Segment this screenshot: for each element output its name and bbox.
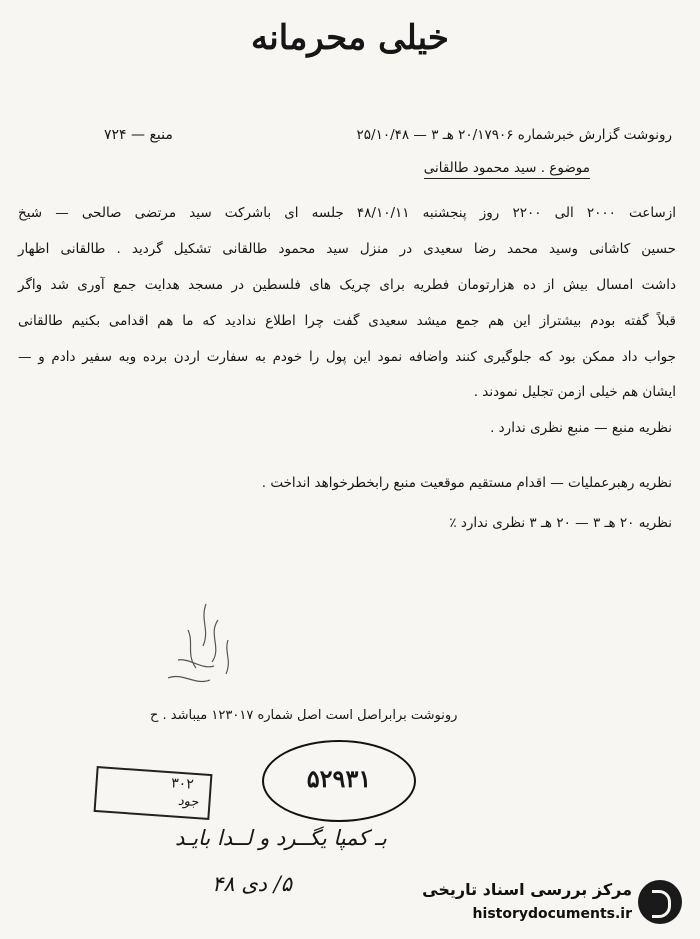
note-line: نظریه منبع — منبع نظری ندارد . [490, 420, 672, 436]
page-title: خیلی محرمانه [251, 18, 449, 58]
certification-line: رونوشت برابراصل است اصل شماره ۱۲۳۰۱۷ میباشد . ح [150, 708, 458, 723]
org-name: مرکز بررسی اسناد تاریخی [422, 880, 632, 899]
tag-word: جود [177, 793, 199, 811]
handwritten-signature: بـ کمپا یگــرد و لــدا بایـد [175, 826, 387, 850]
note-line: نظریه رهبرعملیات — اقدام مستقیم موقعیت منبع رابخطرخواهد انداخت . [261, 475, 672, 491]
filing-tag [94, 766, 213, 820]
body-line: جواب داد ممکن بود که جلوگیری کنند واضافه نمود این پول را خودم به سفارت اردن برده وبه سفیر دادم و — [18, 349, 676, 365]
archive-logo [420, 876, 690, 932]
body-line: داشت امسال بیش از ده هزارتومان فطریه برای چریک های فلسطین در مسجد هدایت جمع آوری شد واگر [18, 277, 676, 293]
note-line: نظریه ۲۰ هـ ۳ — ۲۰ هـ ۳ نظری ندارد ٪ [449, 515, 672, 531]
org-url: historydocuments.ir [472, 906, 632, 922]
body-line: ایشان هم خیلی ازمن تجلیل نمودند . [473, 384, 676, 400]
logo-icon [638, 880, 682, 924]
body-line: حسین کاشانی وسید محمد رضا سعیدی در منزل سید محمود طالقانی تشکیل گردید . طالقانی اظهار [18, 241, 676, 257]
stamp-number: ۵۲۹۳۱ [306, 764, 372, 793]
body-line: ازساعت ۲۰۰۰ الی ۲۲۰۰ روز پنجشنبه ۴۸/۱۰/۱۱ جلسه ای باشرکت سید مرتضی صالحی — شیخ [18, 205, 677, 221]
source-line: منبع — ۷۲۴ [104, 127, 173, 143]
archive-stamp [262, 740, 416, 822]
subject-line [424, 160, 590, 176]
copy-of-line: رونوشت گزارش خبرشماره ۲۰/۱۷۹۰۶ هـ ۳ — ۲۵/۱۰/۴۸ [356, 127, 672, 143]
handwritten-scribble [148, 600, 248, 695]
handwritten-date: ۵/ دی ۴۸ [212, 872, 293, 896]
subject-text: موضوع . سید محمود طالقانی [424, 160, 590, 179]
body-line: قبلاً گفته بودم بیشتراز این هم جمع میشد سعیدی گفت چرا اطلاع ندادید که ما هم اقدامی بکنیم طالقانی [18, 313, 676, 329]
tag-number: ۳۰۲ [170, 775, 195, 793]
